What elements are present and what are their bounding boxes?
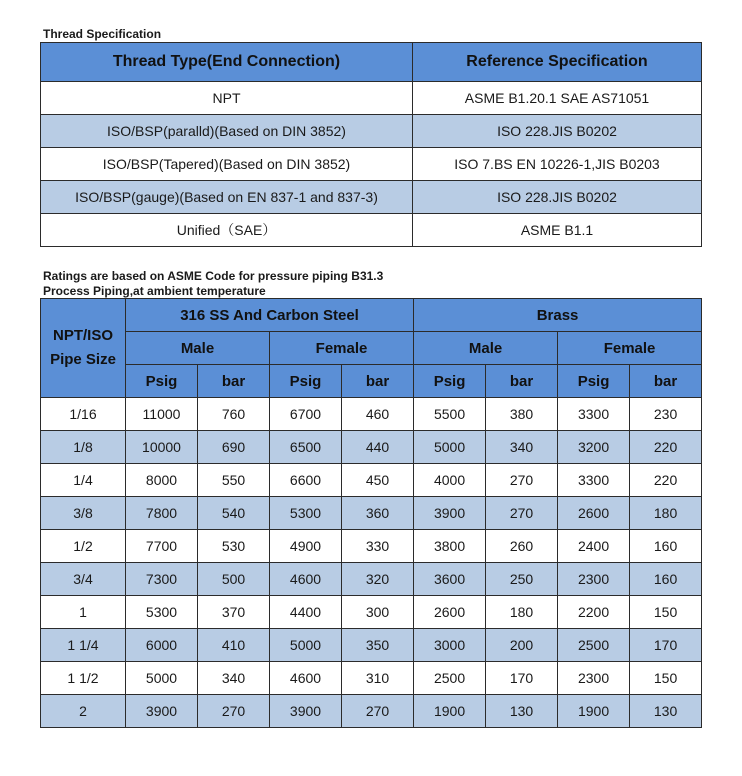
psig-cell: 5000: [270, 629, 342, 662]
table-row: [41, 497, 702, 530]
psig-cell: 7800: [126, 497, 198, 530]
table-row: [41, 181, 702, 214]
psig-cell: 5300: [270, 497, 342, 530]
bar-cell: 340: [486, 431, 558, 464]
bar-cell: 450: [342, 464, 414, 497]
unit-header-psig: Psig: [126, 365, 198, 398]
psig-cell: 2200: [558, 596, 630, 629]
bar-cell: 360: [342, 497, 414, 530]
psig-cell: 3000: [414, 629, 486, 662]
bar-cell: 260: [486, 530, 558, 563]
group-header-brass: Brass: [414, 299, 702, 332]
bar-cell: 300: [342, 596, 414, 629]
table-row: [41, 115, 702, 148]
reference-spec-cell: ASME B1.1: [413, 214, 702, 247]
bar-cell: 150: [630, 596, 702, 629]
psig-cell: 3900: [270, 695, 342, 728]
table-header-row: [41, 43, 702, 82]
table-row: [41, 662, 702, 695]
reference-spec-cell: ISO 228.JIS B0202: [413, 181, 702, 214]
psig-cell: 6600: [270, 464, 342, 497]
bar-cell: 150: [630, 662, 702, 695]
bar-cell: 350: [342, 629, 414, 662]
bar-cell: 270: [486, 497, 558, 530]
unit-header-bar: bar: [630, 365, 702, 398]
bar-cell: 250: [486, 563, 558, 596]
psig-cell: 2500: [414, 662, 486, 695]
bar-cell: 130: [486, 695, 558, 728]
ratings-caption-line-2: Process Piping,at ambient temperature: [43, 284, 266, 298]
pipe-size-cell: 1 1/4: [41, 629, 126, 662]
psig-cell: 2300: [558, 662, 630, 695]
bar-cell: 760: [198, 398, 270, 431]
pressure-ratings-table: [40, 298, 702, 728]
bar-cell: 310: [342, 662, 414, 695]
unit-header-psig: Psig: [414, 365, 486, 398]
bar-cell: 540: [198, 497, 270, 530]
bar-cell: 380: [486, 398, 558, 431]
psig-cell: 10000: [126, 431, 198, 464]
psig-cell: 1900: [414, 695, 486, 728]
thread-spec-caption: Thread Specification: [43, 27, 162, 41]
pipe-size-cell: 2: [41, 695, 126, 728]
psig-cell: 5000: [126, 662, 198, 695]
psig-cell: 2600: [414, 596, 486, 629]
bar-cell: 340: [198, 662, 270, 695]
pipe-size-cell: 3/8: [41, 497, 126, 530]
subgroup-header-female: Female: [558, 332, 702, 365]
psig-cell: 2500: [558, 629, 630, 662]
table-row: [41, 629, 702, 662]
bar-cell: 130: [630, 695, 702, 728]
pipe-size-header-label: NPT/ISO Pipe Size: [50, 327, 116, 368]
psig-cell: 4000: [414, 464, 486, 497]
psig-cell: 4900: [270, 530, 342, 563]
psig-cell: 2600: [558, 497, 630, 530]
pipe-size-cell: 1/16: [41, 398, 126, 431]
bar-cell: 230: [630, 398, 702, 431]
psig-cell: 3900: [414, 497, 486, 530]
psig-cell: 3900: [126, 695, 198, 728]
bar-cell: 550: [198, 464, 270, 497]
table-row: [41, 530, 702, 563]
table-row: [41, 464, 702, 497]
psig-cell: 3600: [414, 563, 486, 596]
subgroup-header-row: [41, 332, 702, 365]
psig-cell: 3800: [414, 530, 486, 563]
table-row: [41, 214, 702, 247]
pipe-size-cell: 1/2: [41, 530, 126, 563]
psig-cell: 6500: [270, 431, 342, 464]
column-header-thread-type: Thread Type(End Connection): [41, 43, 413, 82]
psig-cell: 4600: [270, 563, 342, 596]
psig-cell: 3300: [558, 464, 630, 497]
bar-cell: 440: [342, 431, 414, 464]
table-row: [41, 148, 702, 181]
psig-cell: 11000: [126, 398, 198, 431]
psig-cell: 2400: [558, 530, 630, 563]
bar-cell: 200: [486, 629, 558, 662]
bar-cell: 180: [630, 497, 702, 530]
subgroup-header-male: Male: [126, 332, 270, 365]
psig-cell: 5000: [414, 431, 486, 464]
column-header-reference-spec: Reference Specification: [413, 43, 702, 82]
bar-cell: 460: [342, 398, 414, 431]
pipe-size-cell: 1/8: [41, 431, 126, 464]
bar-cell: 370: [198, 596, 270, 629]
unit-header-bar: bar: [342, 365, 414, 398]
psig-cell: 4400: [270, 596, 342, 629]
subgroup-header-male: Male: [414, 332, 558, 365]
bar-cell: 500: [198, 563, 270, 596]
table-row: [41, 398, 702, 431]
pipe-size-cell: 1 1/2: [41, 662, 126, 695]
pipe-size-header: [41, 299, 126, 398]
psig-cell: 2300: [558, 563, 630, 596]
thread-type-cell: ISO/BSP(paralld)(Based on DIN 3852): [41, 115, 413, 148]
bar-cell: 160: [630, 530, 702, 563]
thread-type-cell: Unified（SAE）: [41, 214, 413, 247]
bar-cell: 220: [630, 431, 702, 464]
bar-cell: 170: [486, 662, 558, 695]
subgroup-header-female: Female: [270, 332, 414, 365]
psig-cell: 6000: [126, 629, 198, 662]
bar-cell: 410: [198, 629, 270, 662]
thread-spec-table: [40, 42, 702, 247]
bar-cell: 270: [486, 464, 558, 497]
psig-cell: 3300: [558, 398, 630, 431]
bar-cell: 330: [342, 530, 414, 563]
bar-cell: 690: [198, 431, 270, 464]
thread-type-cell: ISO/BSP(gauge)(Based on EN 837-1 and 837-3): [41, 181, 413, 214]
bar-cell: 180: [486, 596, 558, 629]
bar-cell: 270: [342, 695, 414, 728]
psig-cell: 1900: [558, 695, 630, 728]
psig-cell: 6700: [270, 398, 342, 431]
thread-type-cell: NPT: [41, 82, 413, 115]
bar-cell: 220: [630, 464, 702, 497]
ratings-caption-line-1: Ratings are based on ASME Code for pressure piping B31.3: [43, 269, 384, 283]
pipe-size-cell: 3/4: [41, 563, 126, 596]
psig-cell: 4600: [270, 662, 342, 695]
unit-header-row: [41, 365, 702, 398]
reference-spec-cell: ISO 228.JIS B0202: [413, 115, 702, 148]
group-header-316ss-carbon: 316 SS And Carbon Steel: [126, 299, 414, 332]
reference-spec-cell: ISO 7.BS EN 10226-1,JIS B0203: [413, 148, 702, 181]
table-row: [41, 431, 702, 464]
bar-cell: 270: [198, 695, 270, 728]
table-row: [41, 563, 702, 596]
ratings-body: [41, 398, 702, 728]
pipe-size-cell: 1: [41, 596, 126, 629]
unit-header-psig: Psig: [270, 365, 342, 398]
bar-cell: 170: [630, 629, 702, 662]
unit-header-bar: bar: [486, 365, 558, 398]
bar-cell: 320: [342, 563, 414, 596]
group-header-row: [41, 299, 702, 332]
psig-cell: 7300: [126, 563, 198, 596]
unit-header-bar: bar: [198, 365, 270, 398]
reference-spec-cell: ASME B1.20.1 SAE AS71051: [413, 82, 702, 115]
psig-cell: 7700: [126, 530, 198, 563]
psig-cell: 5500: [414, 398, 486, 431]
psig-cell: 5300: [126, 596, 198, 629]
psig-cell: 3200: [558, 431, 630, 464]
table-row: [41, 82, 702, 115]
pipe-size-cell: 1/4: [41, 464, 126, 497]
bar-cell: 530: [198, 530, 270, 563]
unit-header-psig: Psig: [558, 365, 630, 398]
psig-cell: 8000: [126, 464, 198, 497]
thread-type-cell: ISO/BSP(Tapered)(Based on DIN 3852): [41, 148, 413, 181]
bar-cell: 160: [630, 563, 702, 596]
table-row: [41, 695, 702, 728]
table-row: [41, 596, 702, 629]
